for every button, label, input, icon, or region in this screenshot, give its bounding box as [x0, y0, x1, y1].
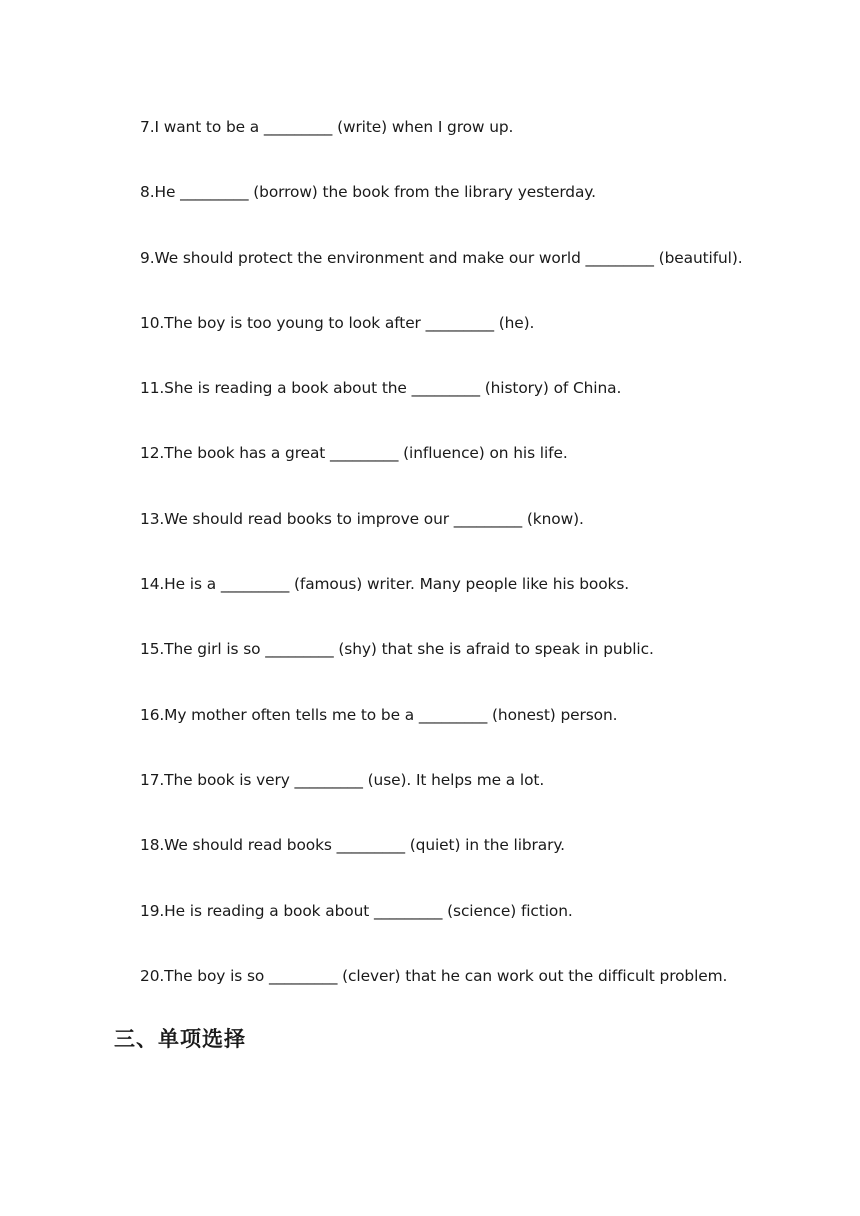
question-item: 7.I want to be a _________ (write) when I grow up.	[140, 118, 514, 136]
question-item: 13.We should read books to improve our _________ (know).	[140, 509, 584, 528]
section-heading: 三、单项选择	[114, 1027, 246, 1051]
question-item: 12.The book has a great _________ (influence) on his life.	[140, 444, 568, 463]
question-item: 11.She is reading a book about the _________ (history) of China.	[140, 379, 622, 398]
question-item: 10.The boy is too young to look after _________ (he).	[140, 313, 535, 332]
question-item: 9.We should protect the environment and make our world _________ (beautiful).	[140, 248, 743, 267]
question-item: 16.My mother often tells me to be a _________ (honest) person.	[140, 705, 618, 724]
fill-in-questions-list	[140, 116, 820, 1030]
question-item: 14.He is a _________ (famous) writer. Many people like his books.	[140, 575, 630, 594]
question-item: 19.He is reading a book about _________ (science) fiction.	[140, 901, 573, 920]
question-item: 15.The girl is so _________ (shy) that she is afraid to speak in public.	[140, 640, 654, 659]
question-item: 17.The book is very _________ (use). It helps me a lot.	[140, 770, 545, 789]
question-item: 20.The boy is so _________ (clever) that he can work out the difficult problem.	[140, 966, 728, 985]
question-item: 8.He _________ (borrow) the book from the library yesterday.	[140, 183, 596, 202]
question-item: 18.We should read books _________ (quiet) in the library.	[140, 836, 565, 855]
